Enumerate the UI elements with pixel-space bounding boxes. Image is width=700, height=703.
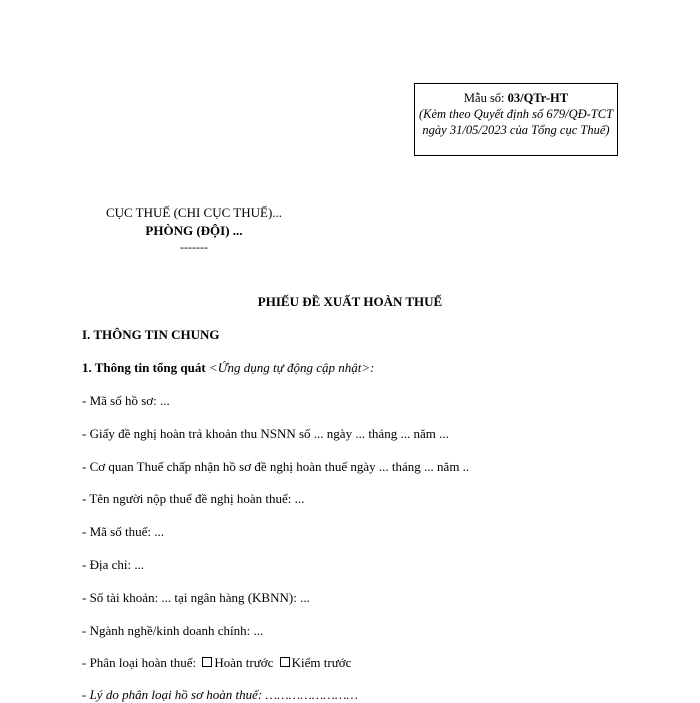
agency-department: PHÒNG (ĐỘI) ... xyxy=(145,223,243,238)
field-tax-code: - Mã số thuế: ... xyxy=(82,524,164,539)
issuing-agency xyxy=(94,204,294,254)
field-taxpayer-name: - Tên người nộp thuế đề nghị hoàn thuế: ... xyxy=(82,491,305,506)
sub-heading xyxy=(82,360,374,376)
form-number-box xyxy=(414,83,618,156)
refund-before-label: Hoàn trước xyxy=(214,655,274,670)
sub-heading-text: 1. Thông tin tổng quát xyxy=(82,360,206,375)
section-heading: I. THÔNG TIN CHUNG xyxy=(82,327,220,342)
field-bank-account: - Số tài khoản: ... tại ngân hàng (KBNN): ... xyxy=(82,590,310,605)
checkbox-check-before[interactable] xyxy=(280,657,290,667)
sub-heading-note: <Ứng dụng tự động cập nhật>: xyxy=(205,360,375,375)
agency-name: CỤC THUẾ (CHI CỤC THUẾ)... xyxy=(105,205,283,220)
refund-type-label: - Phân loại hoàn thuế: xyxy=(82,655,200,670)
check-before-label: Kiểm trước xyxy=(291,655,352,670)
field-business-line: - Ngành nghề/kinh doanh chính: ... xyxy=(82,623,264,638)
document-title: PHIẾU ĐỀ XUẤT HOÀN THUẾ xyxy=(257,294,443,309)
field-file-number: - Mã số hồ sơ: ... xyxy=(82,393,170,408)
form-decision-note: (Kèm theo Quyết định số 679/QĐ-TCT ngày 31/05/2023 của Tổng cục Thuế) xyxy=(418,107,614,137)
form-number-label: Mẫu số: xyxy=(463,91,508,105)
checkbox-refund-before[interactable] xyxy=(202,657,212,667)
field-refund-type xyxy=(82,655,351,671)
field-classification-reason: - Lý do phân loại hồ sơ hoàn thuế: …………………… xyxy=(82,687,358,702)
agency-separator: ------- xyxy=(180,240,208,254)
field-refund-request: - Giấy đề nghị hoàn trả khoản thu NSNN số ... ngày ... tháng ... năm ... xyxy=(82,426,449,441)
field-address: - Địa chỉ: ... xyxy=(82,557,145,572)
field-acceptance-date: - Cơ quan Thuế chấp nhận hồ sơ đề nghị hoàn thuế ngày ... tháng ... năm .. xyxy=(82,459,470,474)
form-number-code: 03/QTr-HT xyxy=(507,91,569,105)
